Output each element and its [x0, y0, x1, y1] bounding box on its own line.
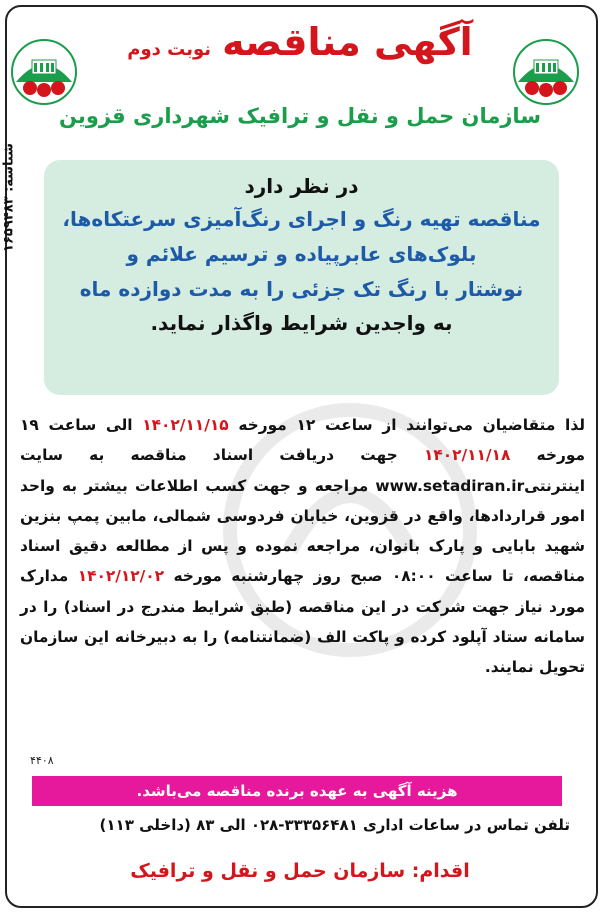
title-main: آگهی مناقصه — [222, 20, 473, 64]
subject-line: مناقصه تهیه رنگ و اجرای رنگ‌آمیزی سرعتکاه‌ها، — [62, 207, 541, 231]
organization-name: سازمان حمل و نقل و ترافیک شهرداری قزوین — [59, 104, 541, 128]
ad-id-code: شناسه: ۱۶۵۹۴۸۳ — [1, 143, 17, 252]
deadline-date: ۱۴۰۲/۱۲/۰۲ — [77, 567, 165, 586]
end-date: ۱۴۰۲/۱۱/۱۸ — [423, 446, 511, 465]
body-text: مدارک مورد نیاز جهت شرکت در این مناقصه (طبق شرایط مندرج در اسناد) را در سامانه ستاد آپلود کرده و پاکت الف (ضمانتنامه) را به دبیرخانه این سازمان تحویل نمایند. — [20, 567, 585, 677]
cost-notice-banner: هزینه آگهی به عهده برنده مناقصه می‌باشد. — [32, 776, 562, 806]
document-code: ۴۴۰۸ — [30, 754, 54, 767]
ad-title — [110, 20, 490, 90]
body-text: مراجعه و جهت کسب اطلاعات بیشتر به واحد امور قراردادها، واقع در قزوین، خیابان فردوسی شمالی، مابین پمپ بنزین شهید بابایی و پارک بانوان، مراجعه نموده و پس از مطالعه دقیق اسناد مناقصه، تا ساعت ۰۸:۰۰ صبح روز چهارشنبه مورخه — [20, 476, 585, 586]
ad-body — [20, 410, 585, 683]
subject-closing: به واجدین شرایط واگذار نماید. — [150, 311, 453, 335]
title-subtitle: نوبت دوم — [127, 39, 212, 60]
subject-line: بلوک‌های عابرپیاده و ترسیم علائم و — [126, 242, 477, 266]
start-date: ۱۴۰۲/۱۱/۱۵ — [142, 416, 229, 434]
contact-phone: تلفن تماس در ساعات اداری ۳۳۳۵۶۴۸۱-۰۲۸ الی ۸۳ (داخلی ۱۱۳) — [99, 816, 570, 834]
issuer-action: اقدام: سازمان حمل و نقل و ترافیک — [130, 860, 470, 882]
body-text: الی ساعت ۱۹ مورخه — [20, 416, 586, 465]
subject-box — [44, 160, 559, 395]
body-text: جهت دریافت اسناد مناقصه به سایت اینترنتی — [20, 446, 585, 495]
municipality-logo-icon — [10, 38, 78, 106]
subject-intro: در نظر دارد — [244, 174, 359, 198]
body-text: لذا متقاضیان می‌توانند از ساعت ۱۲ مورخه — [228, 416, 585, 434]
municipality-logo-icon — [512, 38, 580, 106]
website-link[interactable]: www.setadiran.ir — [375, 476, 525, 495]
subject-line: نوشتار با رنگ تک جزئی را به مدت دوازده ماه — [79, 277, 524, 301]
